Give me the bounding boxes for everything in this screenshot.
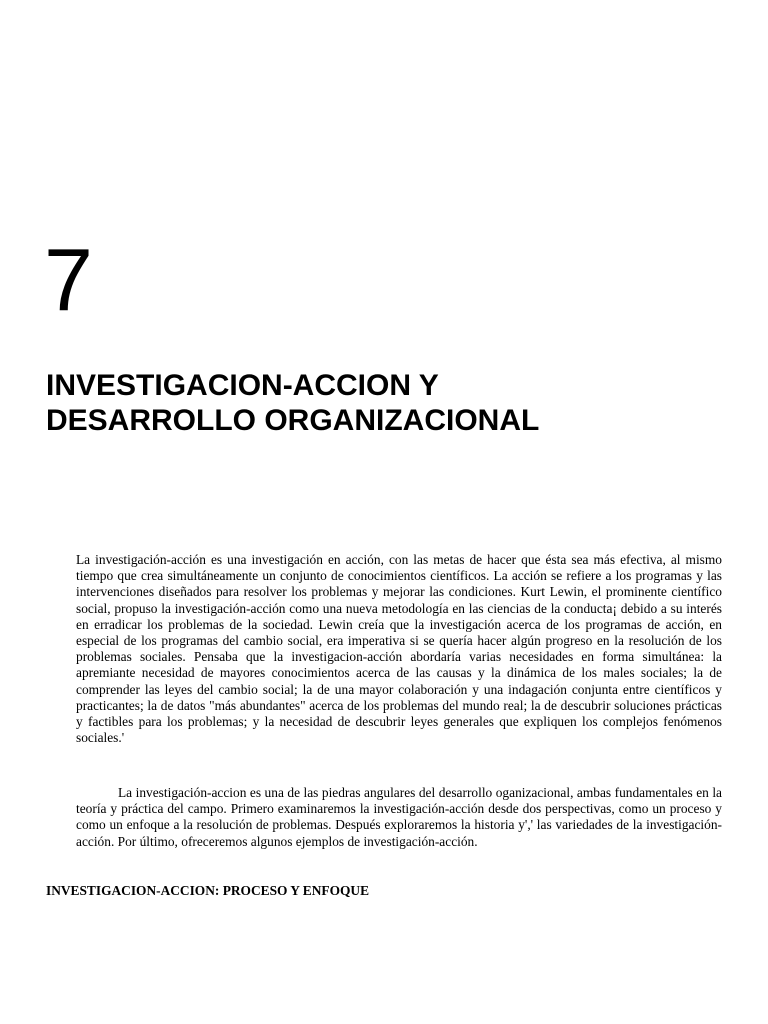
- chapter-title-line-1: INVESTIGACION-ACCION Y: [46, 369, 439, 402]
- chapter-title: [46, 368, 726, 438]
- chapter-title-line-2: DESARROLLO ORGANIZACIONAL: [46, 404, 540, 437]
- chapter-number: 7: [44, 230, 93, 329]
- intro-paragraph: La investigación-acción es una investigación en acción, con las metas de hacer que ésta sea más efectiva, al mismo tiempo que crea simultáneamente un conjunto de conocimientos científicos. La acción se refiere a los programas y las intervenciones diseñados para resolver los problemas y mejorar las condiciones. Kurt Lewin, el prominente científico social, propuso la investigación-acción como una nueva metodología en las ciencias de la conducta¡ debido a su interés en erradicar los problemas de la sociedad. Lewin creía que la investigación acerca de los programas de acción, en especial de los programas del cambio social, era imperativa si se quería hacer algún progreso en la resolución de los problemas sociales. Pensaba que la investigacion-acción abordaría varias necesidades en forma simultánea: la apremiante necesidad de mayores conocimientos acerca de las causas y la dinámica de los males sociales; la de comprender las leyes del cambio social; la de una mayor colaboración y una indagación conjunta entre científicos y practicantes; la de datos "más abundantes" acerca de los problemas del mundo real; la de descubrir soluciones prácticas y factibles para los problemas; y la necesidad de descubrir leyes generales que expliquen los complejos fenómenos sociales.': [76, 552, 722, 746]
- section-heading: INVESTIGACION-ACCION: PROCESO Y ENFOQUE: [46, 883, 370, 898]
- overview-paragraph: La investigación-accion es una de las piedras angulares del desarrollo oganizacional, ambas fundamentales en la teoría y práctica del campo. Primero examinaremos la investigación-acción desde dos perspectivas, como un proceso y como un enfoque a la resolución de problemas. Después exploraremos la historia y',' las variedades de la investigación-acción. Por último, ofreceremos algunos ejemplos de investigación-acción.: [76, 785, 722, 849]
